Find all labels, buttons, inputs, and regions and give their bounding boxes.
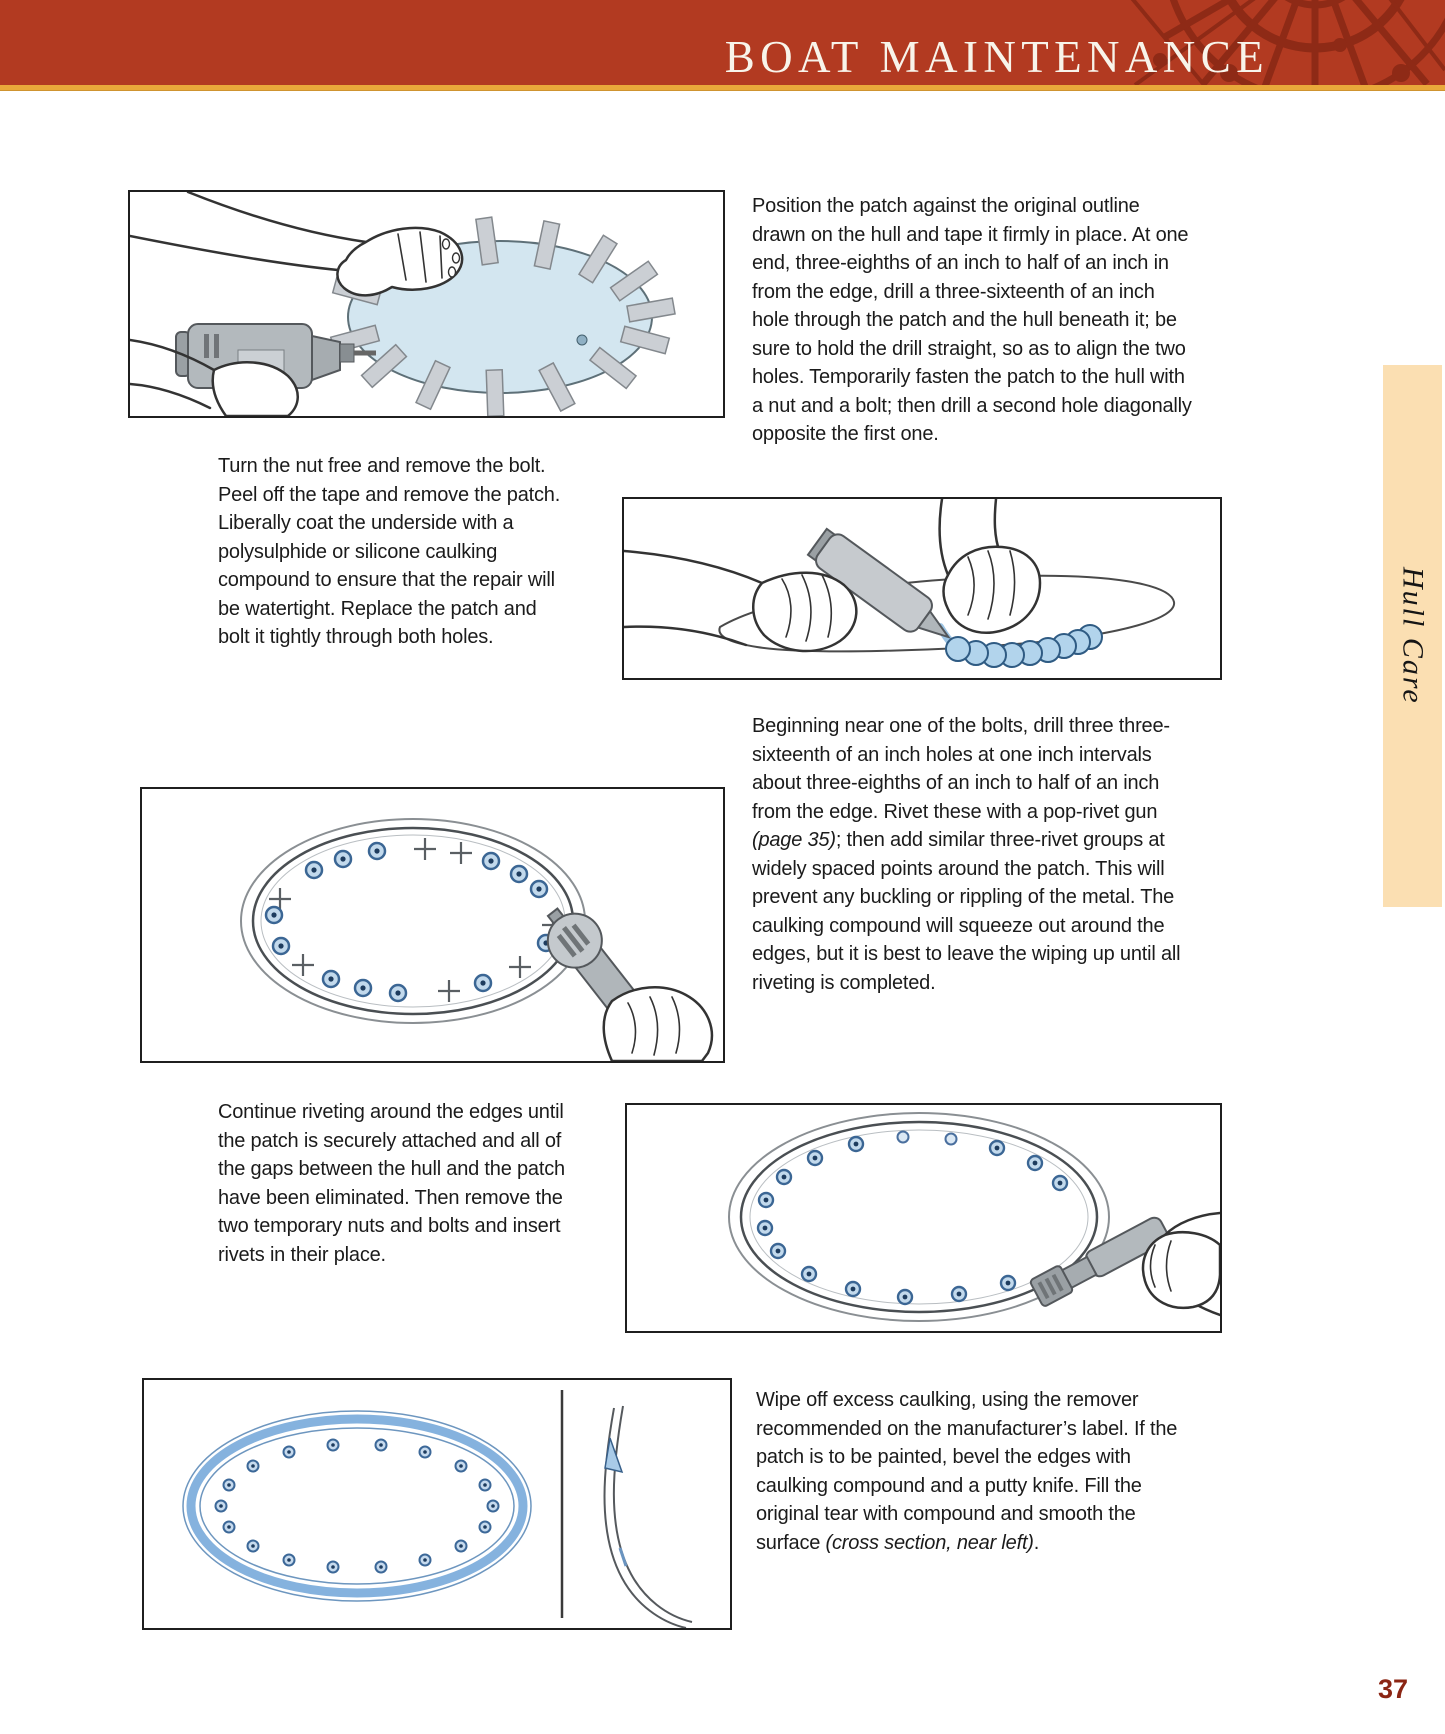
step-text-4: Continue riveting around the edges until the patch is securely attached and all of the gaps between the hull and the patch have been eliminated. Then remove the two temporary nuts and bolts and insert rivets in their place. [218,1101,565,1266]
figure-caulking-patch [622,497,1222,680]
step-text-2: Turn the nut free and remove the bolt. Peel off the tape and remove the patch. Liberally coat the underside with a polysulphide or silicone caulking compound to ensure that the repair will be watertight. Replace the patch and bolt it tightly through both holes. [218,455,561,648]
page-number: 37 [1378,1674,1409,1704]
tab-label: Hull Care [1396,567,1430,705]
figure-drill-taped-patch [128,190,725,418]
tool-hand [604,987,712,1061]
figure-riveting-around [625,1103,1222,1333]
page-title: BOAT MAINTENANCE [724,32,1269,82]
hull-cross-section [605,1406,693,1628]
drilled-hole [577,335,587,345]
step-text-1: Position the patch against the original outline drawn on the hull and tape it firmly in place. At one end, three-eighths of an inch to half of an inch in from the edge, drill a three-sixteenth of an inch hole through the patch and the hull beneath it; be sure to hold the drill straight, so as to align the two holes. Temporarily fasten the patch to the hull with a nut and a bolt; then drill a second hole diagonally opposite the first one. [752,195,1192,445]
figure-pop-riveting [140,787,725,1063]
step-text-3: Beginning near one of the bolts, drill three three-sixteenth of an inch holes at one inch intervals about three-eighths of an inch to half of an inch from the edge. Rivet these with a pop-rivet gun (page 35); then add similar three-rivet groups at widely spaced points around the patch. This will prevent any buckling or rippling of the metal. The caulking compound will squeeze out around the edges, but it is best to leave the wiping up until all riveting is completed. [752,715,1181,994]
pressing-hand [130,192,462,295]
beveled-caulk-edge [191,1419,523,1593]
hull-care-tab [1383,365,1442,907]
gold-rule [0,85,1445,91]
figure-finished-patch [142,1378,732,1630]
header-band [0,0,1445,85]
right-hand [940,499,1040,633]
patch-edge [253,828,573,1014]
step-text-5: Wipe off excess caulking, using the remover recommended on the manufacturer’s label. If the patch is to be painted, bevel the edges with caulking compound and a putty knife. Fill the original tear with compound and smooth the surface (cross section, near left). [756,1389,1178,1554]
